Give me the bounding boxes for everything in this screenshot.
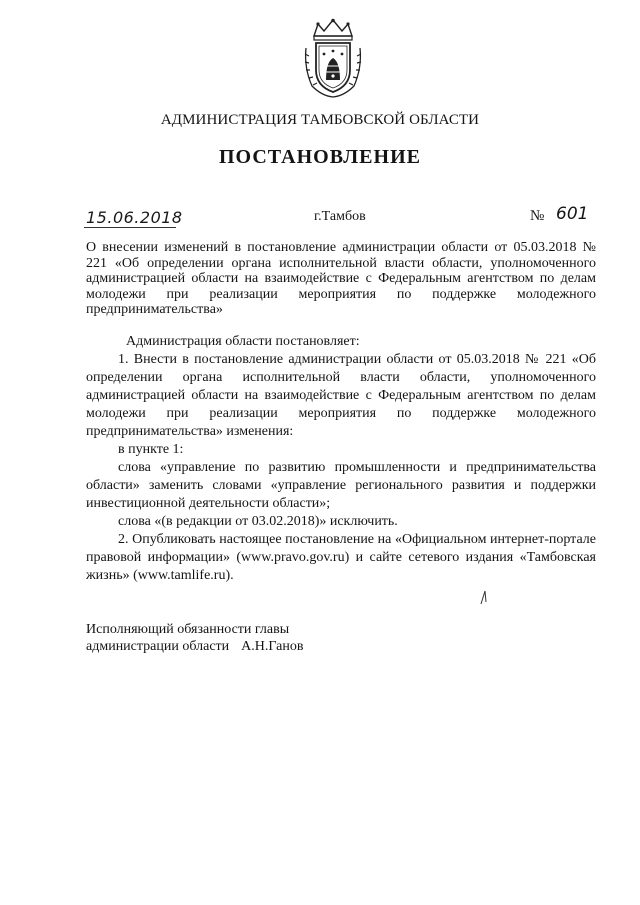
organization-title: АДМИНИСТРАЦИЯ ТАМБОВСКОЙ ОБЛАСТИ (160, 112, 480, 128)
document-number: 601 (556, 204, 589, 224)
document-subject: О внесении изменений в постановление администрации области от 05.03.2018 № 221 «Об определении органа исполнительной власти области, уполномоченного администрацией области на взаимодействие с Федеральным агентством по делам молодежи при реализации мероприятия по поддержке молодежного предпринимательства» (86, 240, 596, 317)
signatory-title-line-1: Исполняющий обязанности главы (86, 622, 290, 637)
signatory-title-line-2 (86, 638, 303, 655)
tambov-region-coat-of-arms-icon (302, 18, 364, 98)
date-underline (84, 227, 176, 228)
document-type-title: ПОСТАНОВЛЕНИЕ (219, 146, 421, 168)
number-sign: № (530, 208, 545, 224)
item-1-paragraph: 1. Внести в постановление администрации области от 05.03.2018 № 221 «Об определении органа исполнительной власти области, уполномоченного администрацией области на взаимодействие с Федеральным агентством по делам молодежи при реализации мероприятия по поддержке молодежного предпринимательства» изменения: (86, 352, 596, 439)
intro-paragraph: Администрация области постановляет: (126, 334, 360, 349)
document-date: 15.06.2018 (86, 208, 183, 227)
item-2-paragraph: 2. Опубликовать настоящее постановление на «Официальном интернет-портале правовой информации» (www.pravo.gov.ru) и сайте сетевого издания «Тамбовская жизнь» (www.tamlife.ru). (86, 532, 596, 583)
handwritten-tick-icon (478, 588, 492, 606)
item-1-delete-paragraph: слова «(в редакции от 03.02.2018)» исключить. (118, 514, 398, 529)
document-city: г.Тамбов (314, 209, 366, 224)
item-1-words-paragraph: слова «управление по развитию промышленности и предпринимательства области» заменить словами «управление регионального развития и поддержки инвестиционной деятельности области»; (86, 460, 596, 511)
signature-block (86, 621, 303, 655)
item-1-point-paragraph: в пункте 1: (118, 442, 184, 457)
signatory-name: А.Н.Ганов (241, 639, 304, 654)
document-body (86, 333, 596, 585)
signatory-title-text: администрации области (86, 639, 230, 654)
